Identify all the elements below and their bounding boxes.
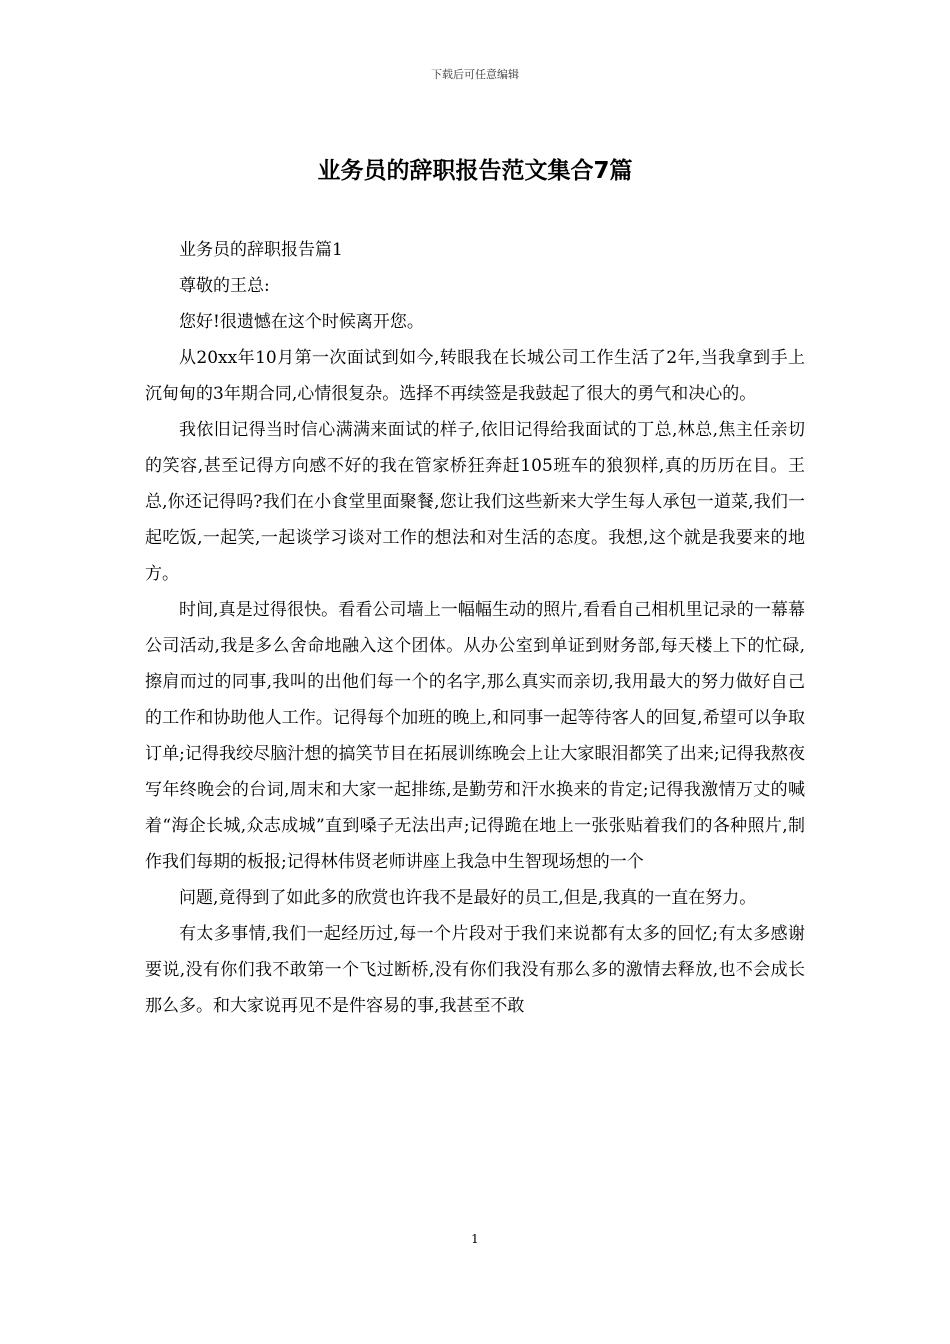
- page-number: 1: [471, 1232, 479, 1246]
- document-title: 业务员的辞职报告范文集合7篇: [317, 158, 633, 184]
- greeting-paragraph: 您好!很遗憾在这个时候离开您。: [179, 312, 424, 332]
- body-paragraph: 问题,竟得到了如此多的欣赏也许我不是最好的员工,但是,我真的一直在努力。: [179, 888, 757, 908]
- section-heading: 业务员的辞职报告篇1: [179, 240, 343, 260]
- document-body: [145, 232, 805, 1024]
- body-paragraph: 时间,真是过得很快。看看公司墙上一幅幅生动的照片,看看自己相机里记录的一幕幕公司活动,我是多么舍命地融入这个团体。从办公室到单证到财务部,每天楼上下的忙碌,擦肩而过的同事,我叫的出他们每一个的名字,那么真实而亲切,我用最大的努力做好自己的工作和协助他人工作。记得每个加班的晚上,和同事一起等待客人的回复,希望可以争取订单;记得我绞尽脑汁想的搞笑节目在拓展训练晚会上让大家眼泪都笑了出来;记得我熬夜写年终晚会的台词,周末和大家一起排练,是勤劳和汗水换来的肯定;记得我激情万丈的喊着“海企长城,众志成城”直到嗓子无法出声;记得跪在地上一张张贴着我们的各种照片,制作我们每期的板报;记得林伟贤老师讲座上我急中生智现场想的一个: [145, 600, 805, 872]
- body-paragraph: 我依旧记得当时信心满满来面试的样子,依旧记得给我面试的丁总,林总,焦主任亲切的笑容,甚至记得方向感不好的我在管家桥狂奔赶105班车的狼狈样,真的历历在目。王总,你还记得吗?我们在小食堂里面聚餐,您让我们这些新来大学生每人承包一道菜,我们一起吃饭,一起笑,一起谈学习谈对工作的想法和对生活的态度。我想,这个就是我要来的地方。: [145, 420, 805, 584]
- salutation: 尊敬的王总:: [179, 276, 270, 296]
- body-paragraph: 从20xx年10月第一次面试到如今,转眼我在长城公司工作生活了2年,当我拿到手上沉甸甸的3年期合同,心情很复杂。选择不再续签是我鼓起了很大的勇气和决心的。: [145, 348, 805, 404]
- header-note: 下载后可任意编辑: [431, 68, 519, 81]
- body-paragraph: 有太多事情,我们一起经历过,每一个片段对于我们来说都有太多的回忆;有太多感谢要说,没有你们我不敢第一个飞过断桥,没有你们我没有那么多的激情去释放,也不会成长那么多。和大家说再见不是件容易的事,我甚至不敢: [145, 924, 805, 1016]
